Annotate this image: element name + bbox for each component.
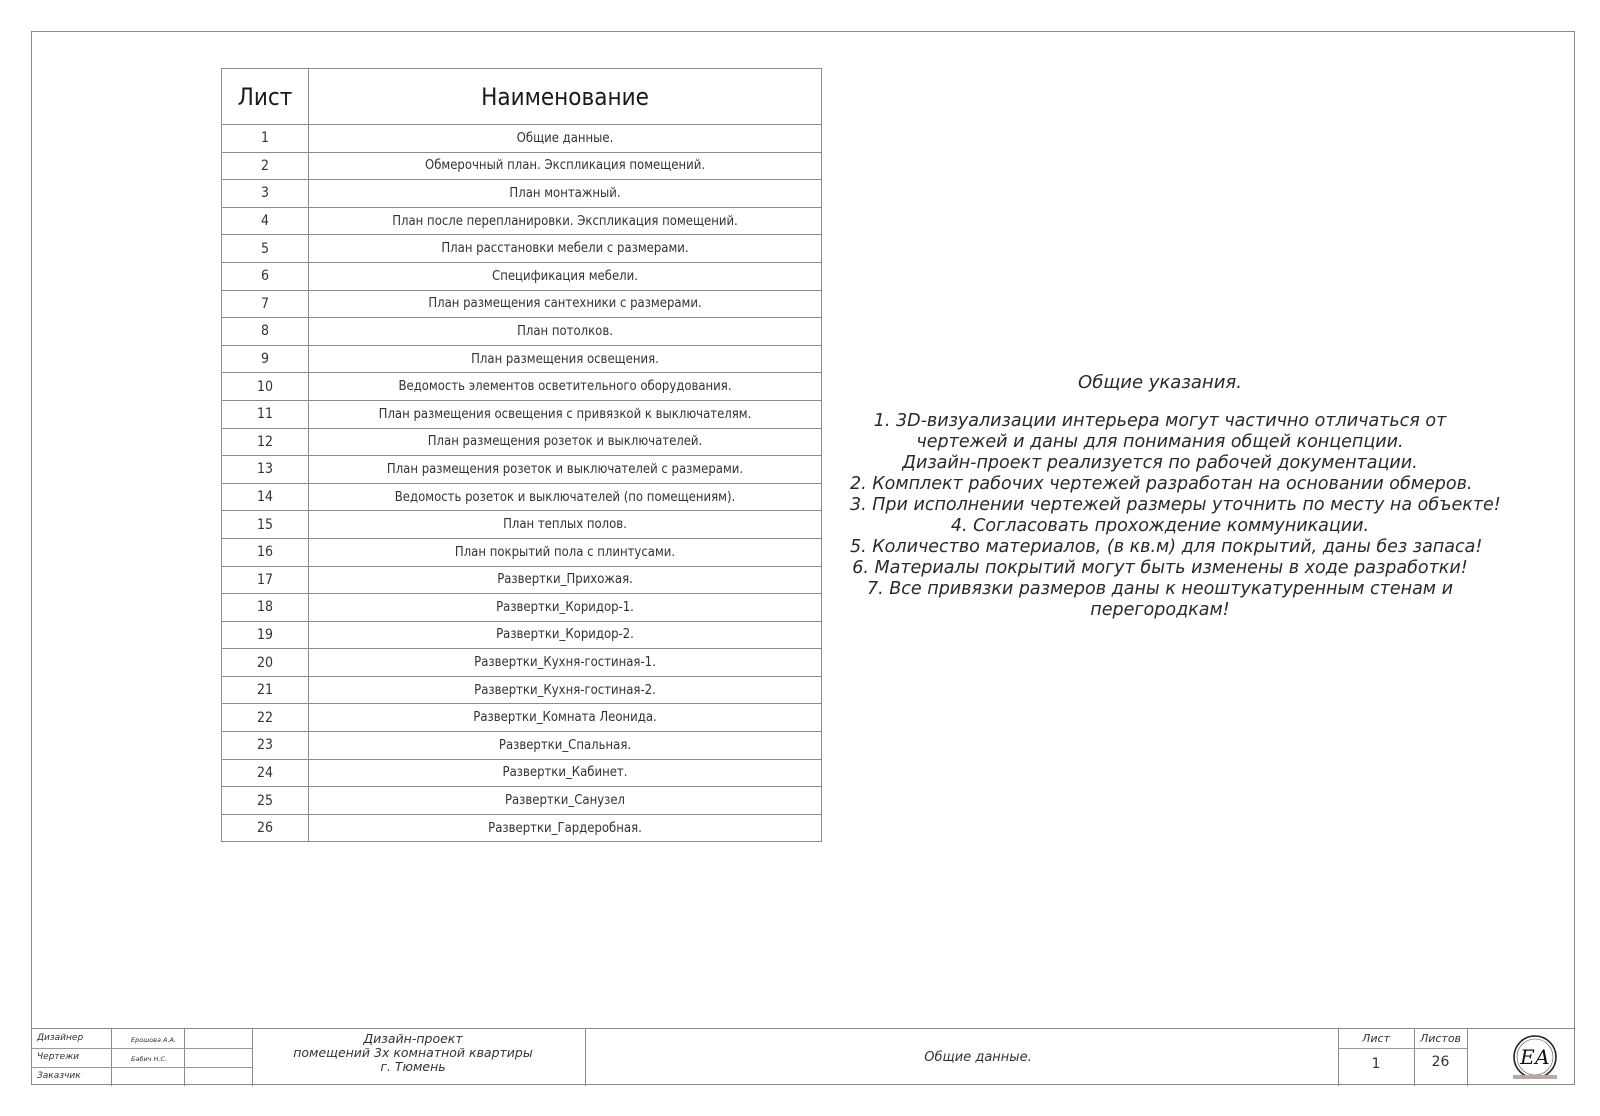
person-designer: Ерошова А.А.: [131, 1036, 177, 1044]
sheet-number-cell: 4: [222, 207, 309, 235]
sheet-number-cell: 2: [222, 152, 309, 180]
sheet-number-cell: 17: [222, 566, 309, 594]
sheet-number-cell: 10: [222, 373, 309, 401]
sheet-name-cell: План после перепланировки. Экспликация помещений.: [309, 207, 822, 235]
sheet-name-cell: Развертки_Санузел: [309, 787, 822, 815]
sheet-number-cell: 20: [222, 649, 309, 677]
sheet-number-cell: 23: [222, 732, 309, 760]
table-row: [222, 511, 822, 539]
table-row: [222, 373, 822, 401]
sheet-name-cell: План размещения розеток и выключателей с размерами.: [309, 456, 822, 484]
header-sheet: Лист: [222, 69, 309, 125]
table-row: [222, 400, 822, 428]
table-row: [222, 262, 822, 290]
table-row: [222, 345, 822, 373]
svg-text:ЕА: ЕА: [1520, 1045, 1550, 1069]
sheet-number-cell: 1: [222, 125, 309, 153]
sheet-name-cell: Спецификация мебели.: [309, 262, 822, 290]
sheet-name-cell: План теплых полов.: [309, 511, 822, 539]
sheet-number-cell: 3: [222, 180, 309, 208]
studio-logo-icon: [1508, 1034, 1562, 1082]
sheet-number-cell: 11: [222, 400, 309, 428]
role-drawings: Чертежи: [37, 1052, 80, 1062]
table-row: [222, 428, 822, 456]
table-row: [222, 456, 822, 484]
sheet-name-cell: План размещения освещения с привязкой к выключателям.: [309, 400, 822, 428]
note-line: 4. Согласовать прохождение коммуникации.: [950, 516, 1370, 536]
note-line: 7. Все привязки размеров даны к неоштукатуренным стенам и: [867, 579, 1453, 599]
table-row: [222, 152, 822, 180]
sheet-name-cell: Развертки_Кабинет.: [309, 759, 822, 787]
sheets-total: 26: [1431, 1054, 1450, 1070]
sheet-number-cell: 15: [222, 511, 309, 539]
sheet-number-cell: 18: [222, 594, 309, 622]
sheet-name: Общие данные.: [924, 1050, 1032, 1065]
sheet-name-cell: План расстановки мебели с размерами.: [309, 235, 822, 263]
table-row: [222, 483, 822, 511]
sheet-number-cell: 21: [222, 676, 309, 704]
role-customer: Заказчик: [37, 1071, 81, 1081]
sheet-number-cell: 16: [222, 538, 309, 566]
table-row: [222, 759, 822, 787]
note-line: 6. Материалы покрытий могут быть изменены в ходе разработки!: [852, 558, 1468, 578]
sheet-name-cell: Обмерочный план. Экспликация помещений.: [309, 152, 822, 180]
title-block: [31, 1028, 1575, 1085]
index-header-row: [222, 69, 822, 125]
table-row: [222, 787, 822, 815]
sheet-name-cell: План размещения сантехники с размерами.: [309, 290, 822, 318]
sheet-number-cell: 25: [222, 787, 309, 815]
role-designer: Дизайнер: [37, 1033, 84, 1043]
sheets-label: Листов: [1419, 1032, 1462, 1045]
note-line: 1. 3D-визуализации интерьера могут частично отличаться от: [873, 411, 1447, 431]
sheet-name-cell: Развертки_Кухня-гостиная-2.: [309, 676, 822, 704]
project-line-1: Дизайн-проект: [363, 1031, 463, 1046]
sheet-index-table: [221, 68, 822, 842]
note-line: 5. Количество материалов, (в кв.м) для покрытий, даны без запаса!: [850, 537, 1483, 557]
note-line: чертежей и даны для понимания общей концепции.: [916, 432, 1404, 452]
sheet-number-cell: 5: [222, 235, 309, 263]
notes-title: Общие указания.: [1078, 372, 1242, 393]
sheet-number-cell: 14: [222, 483, 309, 511]
sheet-number-cell: 19: [222, 621, 309, 649]
sheet-label: Лист: [1362, 1032, 1390, 1045]
project-line-3: г. Тюмень: [380, 1059, 446, 1074]
table-row: [222, 814, 822, 842]
sheet-name-cell: План размещения освещения.: [309, 345, 822, 373]
sheet-name-cell: Ведомость розеток и выключателей (по помещениям).: [309, 483, 822, 511]
sheet-name-cell: План монтажный.: [309, 180, 822, 208]
project-line-2: помещений 3х комнатной квартиры: [293, 1045, 533, 1060]
table-row: [222, 621, 822, 649]
sheet-name-cell: Развертки_Коридор-2.: [309, 621, 822, 649]
table-row: [222, 704, 822, 732]
sheet-name-cell: Развертки_Кухня-гостиная-1.: [309, 649, 822, 677]
sheet-name-cell: Ведомость элементов осветительного оборудования.: [309, 373, 822, 401]
sheet-number-cell: 9: [222, 345, 309, 373]
sheet-number-cell: 24: [222, 759, 309, 787]
table-row: [222, 125, 822, 153]
sheet-name-cell: План покрытий пола с плинтусами.: [309, 538, 822, 566]
sheet-name-cell: Общие данные.: [309, 125, 822, 153]
note-line: перегородкам!: [1090, 600, 1230, 620]
table-row: [222, 649, 822, 677]
sheet-name-cell: План потолков.: [309, 318, 822, 346]
table-row: [222, 538, 822, 566]
index-body: [222, 125, 822, 842]
sheet-number-cell: 8: [222, 318, 309, 346]
table-row: [222, 318, 822, 346]
table-row: [222, 732, 822, 760]
sheet-number-cell: 13: [222, 456, 309, 484]
sheet-number: 1: [1371, 1056, 1381, 1072]
header-name: Наименование: [309, 69, 822, 125]
sheet-name-cell: Развертки_Коридор-1.: [309, 594, 822, 622]
sheet-number-cell: 22: [222, 704, 309, 732]
project-title: [253, 1032, 573, 1074]
sheet-name-cell: Развертки_Гардеробная.: [309, 814, 822, 842]
table-row: [222, 235, 822, 263]
table-row: [222, 180, 822, 208]
sheet-number-cell: 7: [222, 290, 309, 318]
sheet-name-cell: Развертки_Комната Леонида.: [309, 704, 822, 732]
sheet-name-cell: Развертки_Прихожая.: [309, 566, 822, 594]
table-row: [222, 676, 822, 704]
table-row: [222, 290, 822, 318]
person-drawings: Бабич Н.С.: [131, 1055, 168, 1063]
sheet-name-cell: Развертки_Спальная.: [309, 732, 822, 760]
general-notes: [850, 372, 1501, 621]
sheet-number-cell: 12: [222, 428, 309, 456]
sheet-name-cell: План размещения розеток и выключателей.: [309, 428, 822, 456]
table-row: [222, 566, 822, 594]
note-line: 2. Комплект рабочих чертежей разработан на основании обмеров.: [850, 474, 1473, 494]
note-line: Дизайн-проект реализуется по рабочей документации.: [902, 453, 1418, 473]
note-line: 3. При исполнении чертежей размеры уточнить по месту на объекте!: [850, 495, 1501, 515]
table-row: [222, 594, 822, 622]
sheet-number-cell: 6: [222, 262, 309, 290]
sheet-number-cell: 26: [222, 814, 309, 842]
table-row: [222, 207, 822, 235]
